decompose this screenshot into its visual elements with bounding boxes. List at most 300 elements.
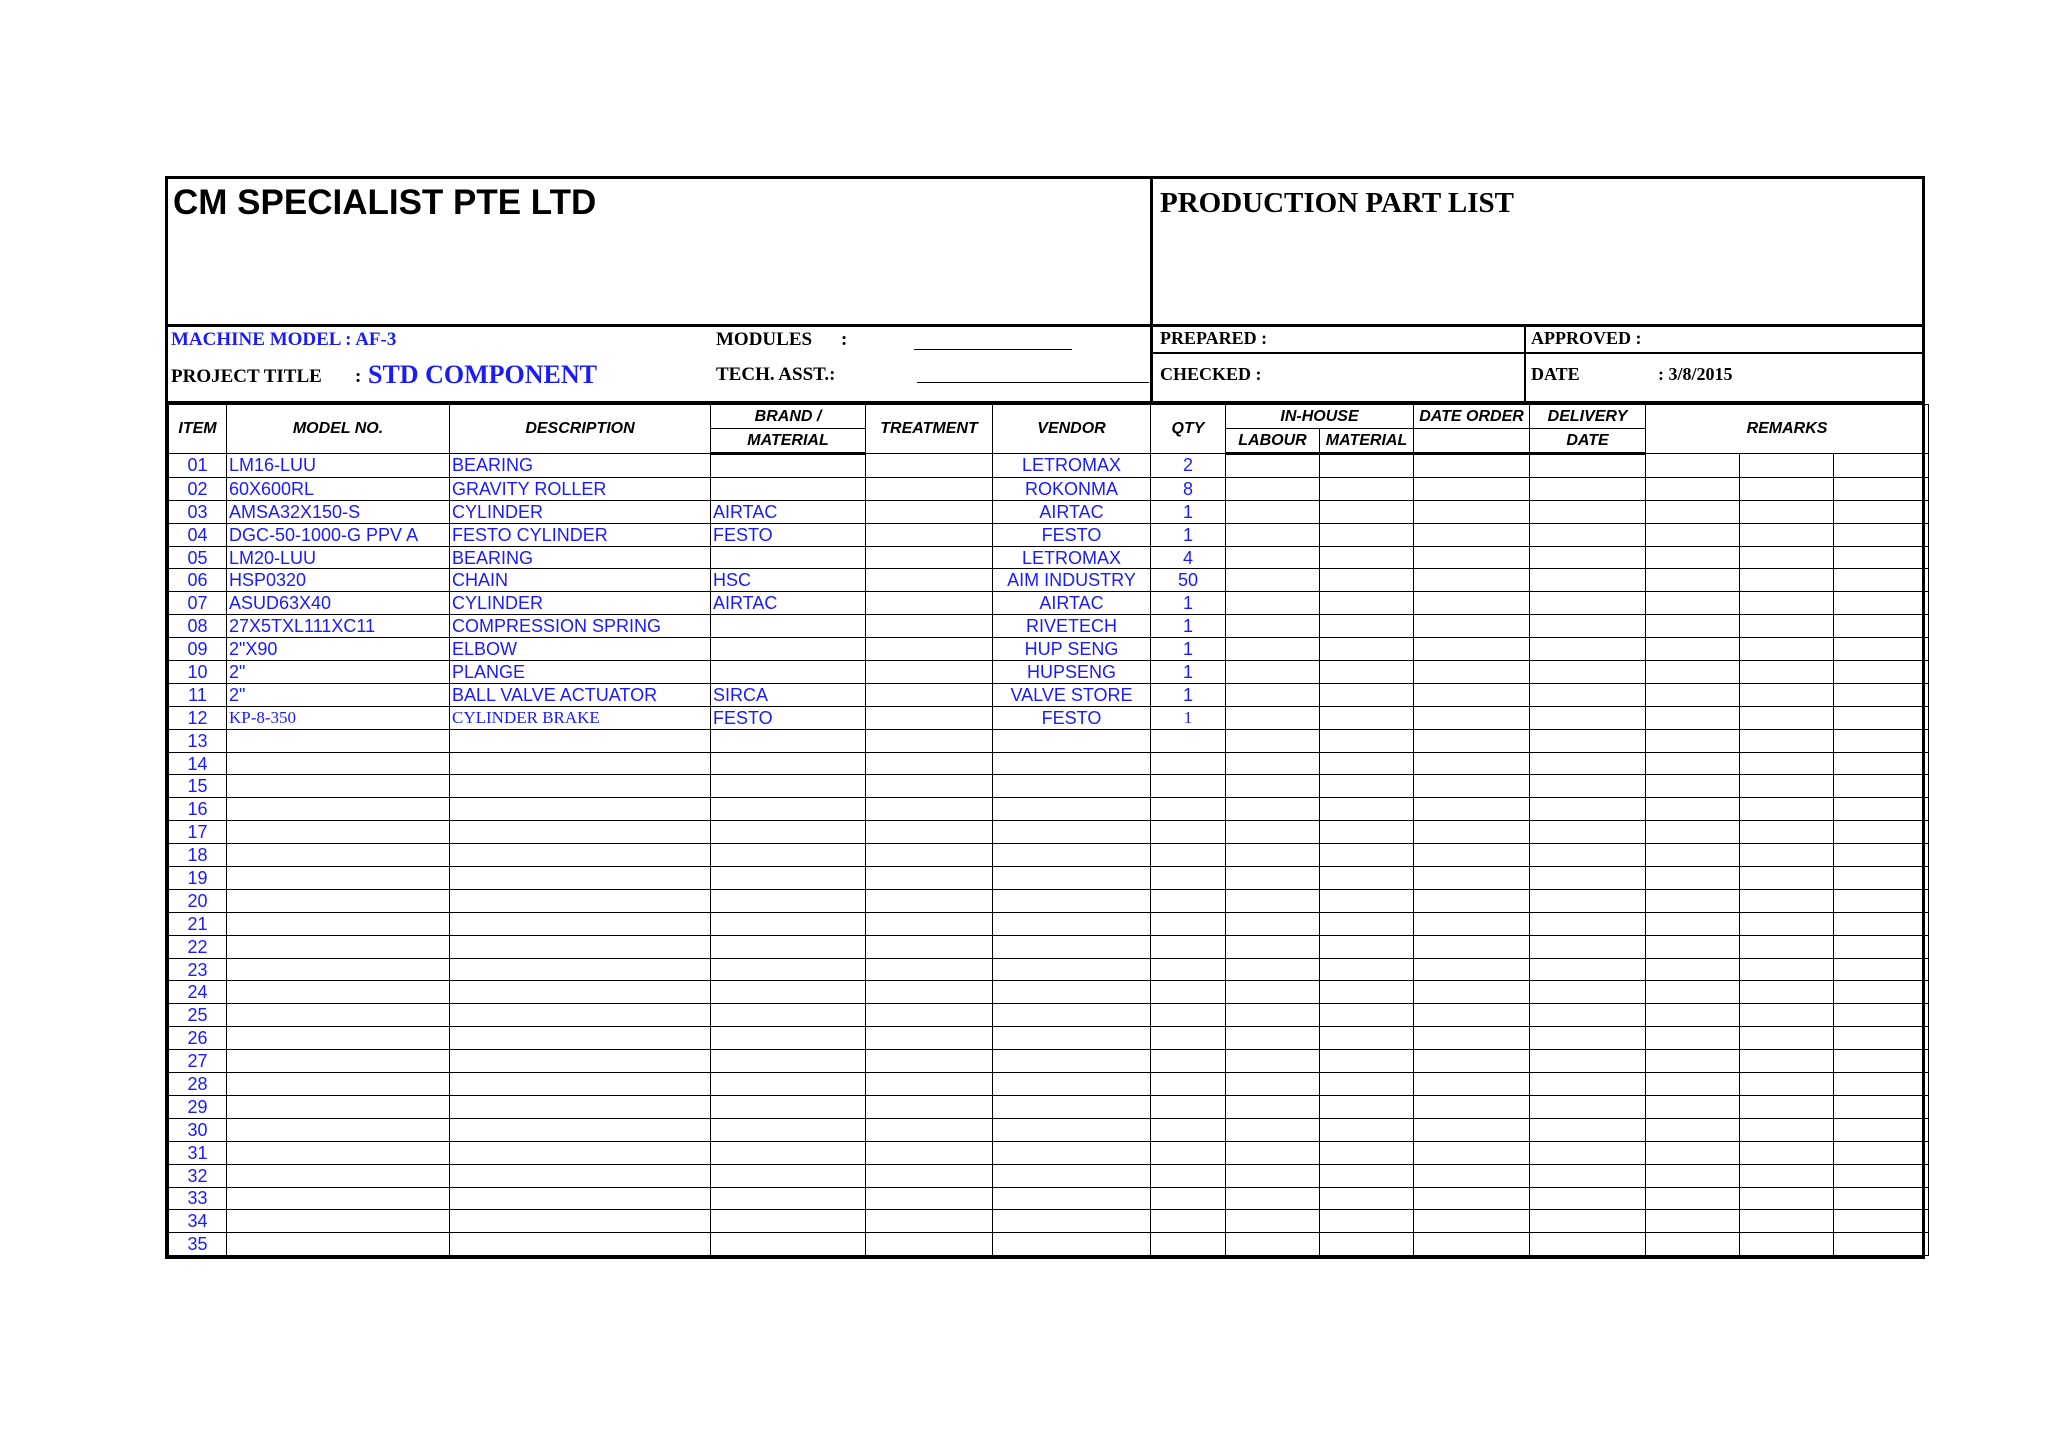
- cell-delivery-date: [1530, 844, 1646, 867]
- cell-remarks-1: [1646, 1004, 1740, 1027]
- cell-qty: [1151, 821, 1226, 844]
- table-row: [169, 867, 1929, 890]
- cell-brand: [711, 1187, 866, 1210]
- cell-brand: [711, 1073, 866, 1096]
- col-header-labour: LABOUR: [1226, 429, 1320, 454]
- table-row: [169, 1164, 1929, 1187]
- cell-delivery-date: [1530, 981, 1646, 1004]
- info-divider-right: [1524, 327, 1526, 401]
- cell-qty: 4: [1151, 546, 1226, 569]
- cell-remarks-3: [1834, 798, 1929, 821]
- cell-remarks-3: [1834, 981, 1929, 1004]
- cell-brand: [711, 477, 866, 500]
- cell-brand: [711, 729, 866, 752]
- part-list-sheet: [165, 176, 1925, 1259]
- cell-model-no: [227, 1027, 450, 1050]
- checked-label: CHECKED :: [1160, 364, 1262, 384]
- cell-qty: 8: [1151, 477, 1226, 500]
- cell-model-no: 2": [227, 661, 450, 684]
- cell-date-order: [1414, 981, 1530, 1004]
- cell-remarks-2: [1740, 1050, 1834, 1073]
- cell-remarks-1: [1646, 867, 1740, 890]
- cell-model-no: KP-8-350: [227, 706, 450, 729]
- cell-vendor: [993, 1118, 1151, 1141]
- cell-delivery-date: [1530, 500, 1646, 523]
- cell-description: CYLINDER BRAKE: [450, 706, 711, 729]
- cell-remarks-2: [1740, 1233, 1834, 1256]
- cell-labour: [1226, 935, 1320, 958]
- cell-labour: [1226, 889, 1320, 912]
- cell-delivery-date: [1530, 1073, 1646, 1096]
- cell-date-order: [1414, 500, 1530, 523]
- cell-description: [450, 821, 711, 844]
- cell-vendor: [993, 1187, 1151, 1210]
- cell-remarks-2: [1740, 821, 1834, 844]
- cell-description: [450, 1027, 711, 1050]
- cell-qty: [1151, 1210, 1226, 1233]
- cell-material: [1320, 500, 1414, 523]
- table-row: [169, 454, 1929, 478]
- cell-labour: [1226, 661, 1320, 684]
- cell-date-order: [1414, 683, 1530, 706]
- cell-treatment: [866, 1210, 993, 1233]
- cell-vendor: [993, 1004, 1151, 1027]
- cell-remarks-1: [1646, 1164, 1740, 1187]
- cell-qty: [1151, 889, 1226, 912]
- cell-model-no: 2"X90: [227, 638, 450, 661]
- cell-qty: 1: [1151, 500, 1226, 523]
- table-row: [169, 935, 1929, 958]
- cell-date-order: [1414, 958, 1530, 981]
- cell-qty: [1151, 958, 1226, 981]
- cell-labour: [1226, 729, 1320, 752]
- date-label: DATE: [1531, 364, 1580, 384]
- modules-underline: [914, 349, 1072, 350]
- cell-material: [1320, 615, 1414, 638]
- cell-brand: [711, 1095, 866, 1118]
- cell-model-no: [227, 752, 450, 775]
- cell-model-no: [227, 1073, 450, 1096]
- table-row: [169, 729, 1929, 752]
- col-header-date-order: DATE ORDER: [1414, 405, 1530, 429]
- cell-model-no: [227, 1233, 450, 1256]
- table-row: [169, 706, 1929, 729]
- cell-model-no: [227, 1210, 450, 1233]
- cell-material: [1320, 775, 1414, 798]
- cell-description: [450, 1141, 711, 1164]
- cell-remarks-2: [1740, 592, 1834, 615]
- cell-description: [450, 775, 711, 798]
- cell-treatment: [866, 569, 993, 592]
- cell-remarks-1: [1646, 477, 1740, 500]
- cell-vendor: [993, 821, 1151, 844]
- cell-remarks-3: [1834, 706, 1929, 729]
- cell-labour: [1226, 592, 1320, 615]
- cell-material: [1320, 569, 1414, 592]
- cell-remarks-2: [1740, 477, 1834, 500]
- cell-labour: [1226, 1233, 1320, 1256]
- cell-brand: [711, 1233, 866, 1256]
- cell-delivery-date: [1530, 1027, 1646, 1050]
- cell-brand: [711, 912, 866, 935]
- cell-labour: [1226, 683, 1320, 706]
- col-header-delivery-date: DATE: [1530, 429, 1646, 454]
- cell-qty: [1151, 729, 1226, 752]
- cell-qty: [1151, 1118, 1226, 1141]
- col-header-brand: BRAND /: [711, 405, 866, 429]
- cell-treatment: [866, 500, 993, 523]
- table-row: [169, 1027, 1929, 1050]
- cell-vendor: FESTO: [993, 706, 1151, 729]
- cell-remarks-3: [1834, 592, 1929, 615]
- cell-description: [450, 1233, 711, 1256]
- table-row: [169, 615, 1929, 638]
- cell-brand: [711, 958, 866, 981]
- cell-item: 23: [169, 958, 227, 981]
- cell-remarks-1: [1646, 546, 1740, 569]
- cell-material: [1320, 935, 1414, 958]
- cell-brand: [711, 889, 866, 912]
- cell-delivery-date: [1530, 958, 1646, 981]
- cell-brand: [711, 752, 866, 775]
- table-row: [169, 500, 1929, 523]
- cell-description: [450, 1004, 711, 1027]
- cell-brand: [711, 615, 866, 638]
- cell-remarks-1: [1646, 1141, 1740, 1164]
- info-row-divider: [1150, 352, 1922, 354]
- cell-remarks-1: [1646, 683, 1740, 706]
- cell-remarks-3: [1834, 1187, 1929, 1210]
- cell-item: 28: [169, 1073, 227, 1096]
- cell-qty: [1151, 935, 1226, 958]
- cell-brand: [711, 935, 866, 958]
- cell-date-order: [1414, 1050, 1530, 1073]
- cell-remarks-1: [1646, 523, 1740, 546]
- cell-remarks-2: [1740, 844, 1834, 867]
- table-row: [169, 569, 1929, 592]
- cell-vendor: [993, 912, 1151, 935]
- cell-labour: [1226, 1118, 1320, 1141]
- cell-remarks-1: [1646, 935, 1740, 958]
- cell-model-no: [227, 1187, 450, 1210]
- cell-qty: 1: [1151, 592, 1226, 615]
- cell-date-order: [1414, 1187, 1530, 1210]
- cell-remarks-2: [1740, 546, 1834, 569]
- cell-remarks-2: [1740, 867, 1834, 890]
- cell-date-order: [1414, 523, 1530, 546]
- cell-remarks-2: [1740, 706, 1834, 729]
- table-row: [169, 477, 1929, 500]
- cell-model-no: 60X600RL: [227, 477, 450, 500]
- cell-item: 22: [169, 935, 227, 958]
- cell-item: 26: [169, 1027, 227, 1050]
- cell-remarks-3: [1834, 1141, 1929, 1164]
- cell-material: [1320, 844, 1414, 867]
- cell-material: [1320, 683, 1414, 706]
- table-row: [169, 1050, 1929, 1073]
- cell-item: 03: [169, 500, 227, 523]
- cell-labour: [1226, 706, 1320, 729]
- cell-delivery-date: [1530, 1164, 1646, 1187]
- cell-remarks-1: [1646, 775, 1740, 798]
- cell-model-no: DGC-50-1000-G PPV A: [227, 523, 450, 546]
- cell-remarks-3: [1834, 729, 1929, 752]
- cell-remarks-3: [1834, 615, 1929, 638]
- cell-brand: [711, 821, 866, 844]
- approved-label: APPROVED :: [1531, 328, 1642, 348]
- cell-remarks-1: [1646, 1050, 1740, 1073]
- cell-remarks-3: [1834, 1027, 1929, 1050]
- cell-model-no: 2": [227, 683, 450, 706]
- cell-remarks-1: [1646, 889, 1740, 912]
- cell-treatment: [866, 615, 993, 638]
- cell-delivery-date: [1530, 1095, 1646, 1118]
- cell-delivery-date: [1530, 912, 1646, 935]
- cell-material: [1320, 752, 1414, 775]
- table-row: [169, 638, 1929, 661]
- cell-remarks-1: [1646, 1118, 1740, 1141]
- cell-material: [1320, 523, 1414, 546]
- cell-material: [1320, 706, 1414, 729]
- cell-delivery-date: [1530, 523, 1646, 546]
- cell-model-no: [227, 1004, 450, 1027]
- cell-description: CHAIN: [450, 569, 711, 592]
- cell-model-no: [227, 729, 450, 752]
- cell-remarks-2: [1740, 958, 1834, 981]
- cell-treatment: [866, 661, 993, 684]
- cell-description: [450, 1050, 711, 1073]
- cell-treatment: [866, 1050, 993, 1073]
- cell-date-order: [1414, 821, 1530, 844]
- cell-remarks-3: [1834, 454, 1929, 478]
- cell-item: 19: [169, 867, 227, 890]
- table-row: [169, 1141, 1929, 1164]
- cell-material: [1320, 1164, 1414, 1187]
- cell-labour: [1226, 1050, 1320, 1073]
- cell-labour: [1226, 867, 1320, 890]
- cell-remarks-3: [1834, 638, 1929, 661]
- cell-remarks-3: [1834, 1164, 1929, 1187]
- cell-labour: [1226, 1210, 1320, 1233]
- cell-remarks-2: [1740, 775, 1834, 798]
- cell-labour: [1226, 798, 1320, 821]
- cell-qty: 1: [1151, 706, 1226, 729]
- cell-material: [1320, 477, 1414, 500]
- project-title-value: STD COMPONENT: [368, 360, 597, 389]
- cell-brand: AIRTAC: [711, 500, 866, 523]
- cell-date-order: [1414, 569, 1530, 592]
- table-row: [169, 1187, 1929, 1210]
- table-row: [169, 1210, 1929, 1233]
- cell-material: [1320, 958, 1414, 981]
- cell-description: FESTO CYLINDER: [450, 523, 711, 546]
- cell-remarks-2: [1740, 1073, 1834, 1096]
- cell-treatment: [866, 867, 993, 890]
- cell-item: 09: [169, 638, 227, 661]
- cell-remarks-2: [1740, 638, 1834, 661]
- cell-qty: [1151, 775, 1226, 798]
- cell-treatment: [866, 798, 993, 821]
- cell-delivery-date: [1530, 889, 1646, 912]
- cell-labour: [1226, 1141, 1320, 1164]
- cell-treatment: [866, 821, 993, 844]
- table-row: [169, 752, 1929, 775]
- cell-item: 35: [169, 1233, 227, 1256]
- col-header-material: MATERIAL: [1320, 429, 1414, 454]
- cell-description: [450, 867, 711, 890]
- cell-description: [450, 958, 711, 981]
- col-header-material-sub: MATERIAL: [711, 429, 866, 454]
- cell-vendor: [993, 729, 1151, 752]
- cell-remarks-3: [1834, 523, 1929, 546]
- cell-date-order: [1414, 1027, 1530, 1050]
- cell-model-no: [227, 867, 450, 890]
- info-block: [168, 327, 1922, 404]
- cell-remarks-2: [1740, 615, 1834, 638]
- table-row: [169, 1004, 1929, 1027]
- cell-brand: [711, 638, 866, 661]
- cell-model-no: [227, 1164, 450, 1187]
- cell-treatment: [866, 752, 993, 775]
- cell-date-order: [1414, 798, 1530, 821]
- cell-brand: [711, 661, 866, 684]
- cell-delivery-date: [1530, 477, 1646, 500]
- cell-brand: FESTO: [711, 523, 866, 546]
- cell-delivery-date: [1530, 798, 1646, 821]
- cell-item: 01: [169, 454, 227, 478]
- cell-item: 10: [169, 661, 227, 684]
- cell-material: [1320, 1004, 1414, 1027]
- cell-brand: [711, 775, 866, 798]
- table-row: [169, 1073, 1929, 1096]
- cell-material: [1320, 798, 1414, 821]
- cell-brand: SIRCA: [711, 683, 866, 706]
- cell-material: [1320, 912, 1414, 935]
- cell-treatment: [866, 889, 993, 912]
- cell-description: [450, 1187, 711, 1210]
- cell-description: CYLINDER: [450, 592, 711, 615]
- cell-remarks-2: [1740, 1210, 1834, 1233]
- cell-date-order: [1414, 775, 1530, 798]
- cell-qty: [1151, 1027, 1226, 1050]
- cell-item: 24: [169, 981, 227, 1004]
- cell-model-no: [227, 1141, 450, 1164]
- cell-remarks-3: [1834, 546, 1929, 569]
- cell-date-order: [1414, 454, 1530, 478]
- cell-delivery-date: [1530, 1141, 1646, 1164]
- cell-vendor: [993, 752, 1151, 775]
- cell-qty: [1151, 1004, 1226, 1027]
- cell-remarks-3: [1834, 1073, 1929, 1096]
- cell-material: [1320, 1233, 1414, 1256]
- modules-colon: :: [841, 329, 848, 350]
- cell-qty: [1151, 1141, 1226, 1164]
- cell-brand: [711, 1164, 866, 1187]
- cell-description: ELBOW: [450, 638, 711, 661]
- cell-item: 17: [169, 821, 227, 844]
- cell-model-no: LM20-LUU: [227, 546, 450, 569]
- cell-treatment: [866, 454, 993, 478]
- col-header-description: DESCRIPTION: [450, 405, 711, 454]
- cell-qty: 1: [1151, 523, 1226, 546]
- cell-date-order: [1414, 935, 1530, 958]
- cell-remarks-3: [1834, 889, 1929, 912]
- cell-item: 29: [169, 1095, 227, 1118]
- cell-date-order: [1414, 912, 1530, 935]
- cell-remarks-3: [1834, 1050, 1929, 1073]
- cell-treatment: [866, 523, 993, 546]
- cell-material: [1320, 1210, 1414, 1233]
- cell-qty: 1: [1151, 615, 1226, 638]
- cell-remarks-2: [1740, 1141, 1834, 1164]
- cell-model-no: [227, 798, 450, 821]
- cell-delivery-date: [1530, 661, 1646, 684]
- cell-treatment: [866, 706, 993, 729]
- cell-date-order: [1414, 889, 1530, 912]
- cell-material: [1320, 729, 1414, 752]
- cell-model-no: [227, 821, 450, 844]
- cell-labour: [1226, 1095, 1320, 1118]
- cell-vendor: HUPSENG: [993, 661, 1151, 684]
- cell-vendor: [993, 867, 1151, 890]
- cell-date-order: [1414, 638, 1530, 661]
- cell-qty: 1: [1151, 638, 1226, 661]
- table-row: [169, 821, 1929, 844]
- table-row: [169, 912, 1929, 935]
- cell-brand: [711, 1004, 866, 1027]
- cell-qty: [1151, 1073, 1226, 1096]
- cell-treatment: [866, 729, 993, 752]
- prepared-label: PREPARED :: [1160, 328, 1268, 348]
- cell-model-no: [227, 958, 450, 981]
- document-title: PRODUCTION PART LIST: [1160, 187, 1515, 219]
- cell-labour: [1226, 546, 1320, 569]
- modules-label: MODULES: [716, 329, 813, 350]
- cell-labour: [1226, 615, 1320, 638]
- table-row: [169, 546, 1929, 569]
- cell-vendor: AIRTAC: [993, 592, 1151, 615]
- cell-treatment: [866, 592, 993, 615]
- cell-treatment: [866, 546, 993, 569]
- cell-item: 21: [169, 912, 227, 935]
- cell-remarks-3: [1834, 569, 1929, 592]
- cell-delivery-date: [1530, 1233, 1646, 1256]
- cell-vendor: [993, 1210, 1151, 1233]
- cell-remarks-2: [1740, 912, 1834, 935]
- cell-material: [1320, 592, 1414, 615]
- cell-labour: [1226, 523, 1320, 546]
- table-row: [169, 683, 1929, 706]
- cell-labour: [1226, 1004, 1320, 1027]
- cell-labour: [1226, 981, 1320, 1004]
- cell-date-order: [1414, 661, 1530, 684]
- cell-delivery-date: [1530, 1187, 1646, 1210]
- cell-remarks-3: [1834, 958, 1929, 981]
- cell-material: [1320, 867, 1414, 890]
- cell-remarks-3: [1834, 1233, 1929, 1256]
- parts-table: [168, 404, 1929, 1256]
- cell-delivery-date: [1530, 638, 1646, 661]
- cell-labour: [1226, 1187, 1320, 1210]
- cell-remarks-2: [1740, 1027, 1834, 1050]
- col-header-remarks: REMARKS: [1646, 405, 1929, 454]
- cell-date-order: [1414, 1118, 1530, 1141]
- cell-remarks-1: [1646, 844, 1740, 867]
- cell-description: GRAVITY ROLLER: [450, 477, 711, 500]
- table-row: [169, 958, 1929, 981]
- cell-item: 27: [169, 1050, 227, 1073]
- col-header-qty: QTY: [1151, 405, 1226, 454]
